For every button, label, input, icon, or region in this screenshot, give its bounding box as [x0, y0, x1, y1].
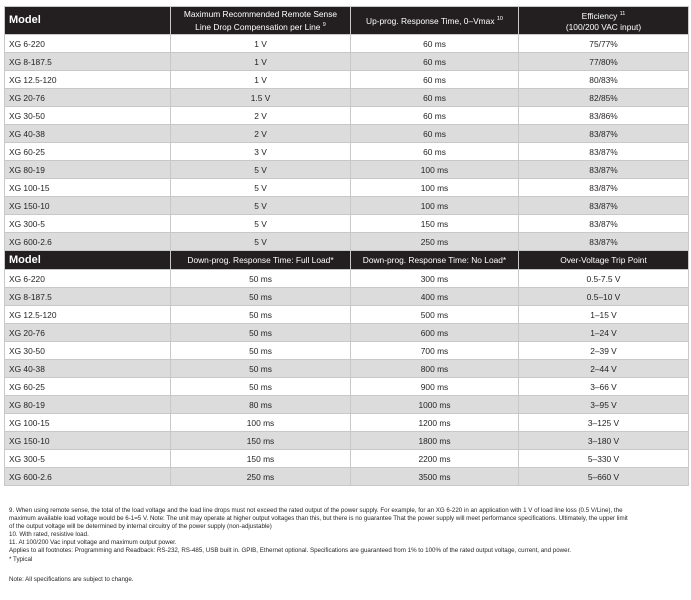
table2-cell-col4: 0.5-7.5 V — [519, 270, 689, 288]
table1-cell-col2: 5 V — [171, 179, 351, 197]
table-row — [5, 71, 689, 89]
table1-cell-col2: 3 V — [171, 143, 351, 161]
table2-cell-col3: 2200 ms — [351, 450, 519, 468]
table2-cell-col4: 0.5–10 V — [519, 288, 689, 306]
table1-cell-model: XG 600-2.6 — [5, 233, 171, 251]
table2-cell-col3: 1200 ms — [351, 414, 519, 432]
table1-cell-col2: 1 V — [171, 35, 351, 53]
table1-header-model — [5, 7, 171, 35]
table2-cell-col3: 300 ms — [351, 270, 519, 288]
table2-cell-col3: 800 ms — [351, 360, 519, 378]
table-row — [5, 450, 689, 468]
table-row — [5, 342, 689, 360]
table2-cell-col4: 1–15 V — [519, 306, 689, 324]
table-row — [5, 432, 689, 450]
table2-cell-col2: 50 ms — [171, 360, 351, 378]
table2-cell-col3: 400 ms — [351, 288, 519, 306]
table1-cell-model: XG 20-76 — [5, 89, 171, 107]
table1-cell-model: XG 6-220 — [5, 35, 171, 53]
table1-header-row — [5, 7, 689, 35]
table2-cell-model: XG 80-19 — [5, 396, 171, 414]
table1-cell-col3: 60 ms — [351, 35, 519, 53]
table2-cell-col3: 600 ms — [351, 324, 519, 342]
table2-cell-model: XG 12.5-120 — [5, 306, 171, 324]
table1-cell-model: XG 60-25 — [5, 143, 171, 161]
footnote-ref-11: 11 — [619, 11, 626, 17]
table2-header-full-load: Down-prog. Response Time: Full Load* — [171, 251, 351, 270]
table-row — [5, 288, 689, 306]
table2-cell-col4: 3–125 V — [519, 414, 689, 432]
table-row — [5, 53, 689, 71]
table1-cell-model: XG 40-38 — [5, 125, 171, 143]
table1-cell-col2: 2 V — [171, 107, 351, 125]
table1-cell-col4: 83/87% — [519, 179, 689, 197]
table2-cell-col3: 900 ms — [351, 378, 519, 396]
table1-cell-col3: 60 ms — [351, 89, 519, 107]
table1-cell-model: XG 100-15 — [5, 179, 171, 197]
table1-cell-col3: 60 ms — [351, 71, 519, 89]
table2-cell-model: XG 600-2.6 — [5, 468, 171, 486]
table-row — [5, 197, 689, 215]
table2-cell-col3: 1800 ms — [351, 432, 519, 450]
table2-cell-col3: 500 ms — [351, 306, 519, 324]
table1-cell-col3: 60 ms — [351, 143, 519, 161]
table-row — [5, 270, 689, 288]
table2-cell-model: XG 60-25 — [5, 378, 171, 396]
table1-cell-model: XG 300-5 — [5, 215, 171, 233]
table2-cell-col4: 2–39 V — [519, 342, 689, 360]
table2-cell-col4: 1–24 V — [519, 324, 689, 342]
table2-cell-model: XG 8-187.5 — [5, 288, 171, 306]
table-row — [5, 306, 689, 324]
table1-cell-col3: 60 ms — [351, 53, 519, 71]
table1-cell-col4: 83/86% — [519, 107, 689, 125]
table1-cell-col2: 5 V — [171, 233, 351, 251]
table2-cell-col4: 5–330 V — [519, 450, 689, 468]
footnote-change: Note: All specifications are subject to change. — [9, 575, 134, 583]
table1-cell-col3: 150 ms — [351, 215, 519, 233]
table2-cell-col4: 3–180 V — [519, 432, 689, 450]
table1-cell-col3: 100 ms — [351, 197, 519, 215]
table2-cell-col4: 2–44 V — [519, 360, 689, 378]
table1-header-line-drop — [171, 7, 351, 35]
table2-cell-col2: 100 ms — [171, 414, 351, 432]
table-row — [5, 125, 689, 143]
table-row — [5, 35, 689, 53]
table1-cell-col3: 60 ms — [351, 107, 519, 125]
table2-cell-model: XG 30-50 — [5, 342, 171, 360]
table-row — [5, 89, 689, 107]
table1-cell-col3: 60 ms — [351, 125, 519, 143]
footnote-9-line2: maximum available load voltage would be 6-1=5 V. Note: The unit may operate at higher output voltages than this, but there is no guarantee That the power supply will meet performance specifications. Ultimately, the upper limit — [9, 515, 628, 523]
table1-cell-col4: 75/77% — [519, 35, 689, 53]
table2-cell-model: XG 300-5 — [5, 450, 171, 468]
table2-cell-model: XG 150-10 — [5, 432, 171, 450]
table1-header-line-drop-line2: Line Drop Compensation per Line — [195, 21, 321, 32]
table2-header-row — [5, 251, 689, 270]
table-row — [5, 161, 689, 179]
table1-header-line-drop-line1: Maximum Recommended Remote Sense — [183, 9, 338, 19]
table-row — [5, 378, 689, 396]
table1-cell-col2: 5 V — [171, 161, 351, 179]
table1-cell-model: XG 12.5-120 — [5, 71, 171, 89]
table1-cell-col4: 83/87% — [519, 197, 689, 215]
table2-header-no-load: Down-prog. Response Time: No Load* — [351, 251, 519, 270]
spec-table-body — [5, 7, 689, 486]
table1-cell-col2: 1 V — [171, 71, 351, 89]
table-row — [5, 360, 689, 378]
table2-cell-col2: 50 ms — [171, 342, 351, 360]
table2-cell-col4: 3–66 V — [519, 378, 689, 396]
table-row — [5, 324, 689, 342]
table2-cell-col2: 50 ms — [171, 270, 351, 288]
table1-cell-col3: 100 ms — [351, 179, 519, 197]
table1-cell-col2: 1 V — [171, 53, 351, 71]
table1-cell-col4: 82/85% — [519, 89, 689, 107]
table2-header-ovp: Over-Voltage Trip Point — [519, 251, 689, 270]
footnote-spacer — [9, 564, 685, 576]
footnote-ref-9: 9 — [322, 21, 326, 28]
table-row — [5, 233, 689, 251]
table2-cell-model: XG 40-38 — [5, 360, 171, 378]
table2-cell-model: XG 20-76 — [5, 324, 171, 342]
table1-header-model-text: Model — [9, 14, 41, 27]
table2-cell-col2: 150 ms — [171, 432, 351, 450]
table2-cell-model: XG 6-220 — [5, 270, 171, 288]
footnotes — [9, 507, 685, 584]
table1-header-efficiency-line2: (100/200 VAC input) — [565, 21, 642, 32]
table1-cell-col4: 83/87% — [519, 161, 689, 179]
table2-cell-col2: 150 ms — [171, 450, 351, 468]
table1-cell-model: XG 8-187.5 — [5, 53, 171, 71]
footnote-ref-10: 10 — [496, 16, 503, 23]
table1-header-efficiency — [519, 7, 689, 35]
table2-cell-col3: 700 ms — [351, 342, 519, 360]
table1-cell-col4: 83/87% — [519, 233, 689, 251]
table1-cell-col3: 250 ms — [351, 233, 519, 251]
table1-header-efficiency-line1: Efficiency — [581, 11, 618, 21]
table2-cell-col4: 3–95 V — [519, 396, 689, 414]
table2-cell-col3: 3500 ms — [351, 468, 519, 486]
spec-table — [4, 6, 689, 486]
footnote-9-line1: 9. When using remote sense, the total of the load voltage and the load line drops must not exceed the rated output of the power supply. For example, for an XG 6-220 in an application with 1 V of load line loss (0.5 V/Line), the — [9, 507, 623, 514]
table2-cell-col2: 80 ms — [171, 396, 351, 414]
table2-cell-model: XG 100-15 — [5, 414, 171, 432]
table-row — [5, 468, 689, 486]
table1-cell-col4: 83/87% — [519, 215, 689, 233]
table-row — [5, 179, 689, 197]
table2-cell-col2: 250 ms — [171, 468, 351, 486]
footnote-typical: * Typical — [9, 555, 33, 563]
table1-header-up-prog — [351, 7, 519, 35]
table2-cell-col3: 1000 ms — [351, 396, 519, 414]
table1-cell-col4: 83/87% — [519, 143, 689, 161]
table-row — [5, 414, 689, 432]
footnote-11: 11. At 100/200 Vac input voltage and maximum output power. — [9, 539, 177, 547]
table1-cell-col2: 5 V — [171, 197, 351, 215]
footnote-10: 10. With rated, resistive load. — [9, 531, 89, 539]
table1-header-up-prog-text: Up-prog. Response Time, 0–Vmax — [366, 16, 495, 27]
table1-cell-col3: 100 ms — [351, 161, 519, 179]
table-row — [5, 396, 689, 414]
table2-cell-col2: 50 ms — [171, 378, 351, 396]
table1-cell-model: XG 150-10 — [5, 197, 171, 215]
table1-cell-col4: 77/80% — [519, 53, 689, 71]
table2-cell-col4: 5–660 V — [519, 468, 689, 486]
table1-cell-col2: 2 V — [171, 125, 351, 143]
footnote-9-line3: of the output voltage will be determined by internal circuitry of the power supply (non-adjustable) — [9, 523, 272, 531]
table2-cell-col2: 50 ms — [171, 306, 351, 324]
table-row — [5, 143, 689, 161]
table1-cell-col2: 1.5 V — [171, 89, 351, 107]
table1-cell-col4: 80/83% — [519, 71, 689, 89]
table2-cell-col2: 50 ms — [171, 324, 351, 342]
table2-cell-col2: 50 ms — [171, 288, 351, 306]
table1-cell-col2: 5 V — [171, 215, 351, 233]
table-row — [5, 107, 689, 125]
footnote-applies: Applies to all footnotes: Programming and Readback: RS-232, RS-485, USB built in. GPIB, Ethernet optional. Specifications are guaranteed from 1% to 100% of the rated output voltage, current, and power. — [9, 547, 572, 555]
table1-cell-col4: 83/87% — [519, 125, 689, 143]
table2-header-model: Model — [5, 251, 171, 270]
table1-cell-model: XG 80-19 — [5, 161, 171, 179]
table-row — [5, 215, 689, 233]
table1-cell-model: XG 30-50 — [5, 107, 171, 125]
